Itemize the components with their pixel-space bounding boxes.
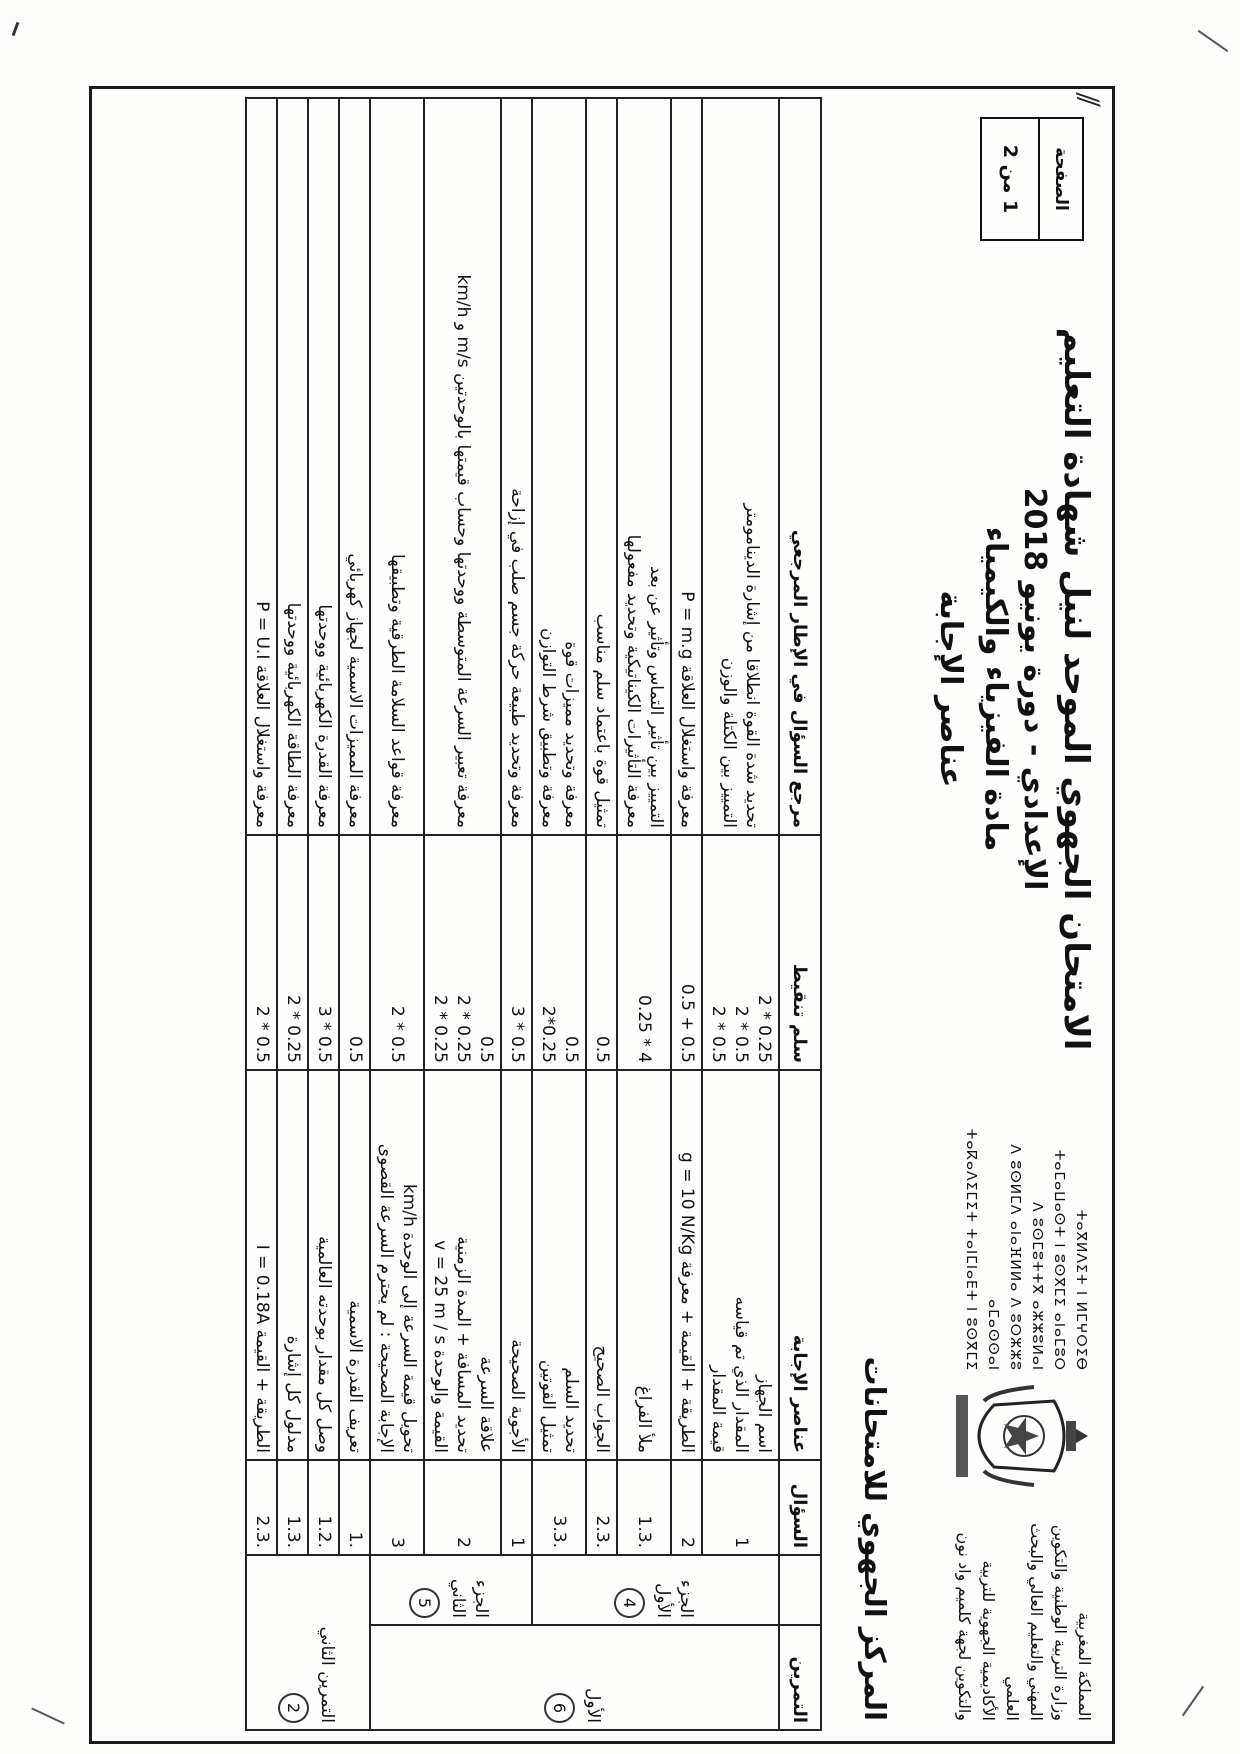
question-number: .3.3 (532, 1460, 586, 1555)
answer-line: تحديد السلم (561, 1367, 581, 1453)
tifinagh-line: ⵜⴰⴳⵍⴷⵉⵜ ⵏ ⵍⵎⵖⵔⵉⴱ (1073, 1209, 1089, 1371)
framework-line: معرفة التأثيرات الكيناتيكية وتحديد مفعولها (623, 534, 643, 828)
answer-cell: تعريف القدرة الاسمية (339, 1070, 370, 1460)
question-number: 1 (702, 1460, 779, 1555)
part-grade: 4 (614, 1588, 645, 1618)
answer-line: القيمة والوحدة v = 25 m / s (430, 1240, 450, 1453)
exercise-grade: 2 (278, 1693, 309, 1723)
table-row (586, 98, 617, 1730)
points-line: 2*0.25 (538, 1005, 558, 1063)
framework-cell: معرفة واستغلال العلاقة P = U.I (246, 98, 277, 835)
column-header-points: سلم تنقيط (779, 835, 821, 1070)
page-value: 1 من 2 (999, 144, 1021, 214)
question-number: 1 (501, 1460, 532, 1555)
answer-cell (702, 1070, 779, 1460)
question-number: .1 (339, 1460, 370, 1555)
points-line: 0.5 (561, 1035, 581, 1063)
answer-cell: ملأ الفراغ (617, 1070, 671, 1460)
table-row (532, 98, 586, 1730)
tifinagh-line: ⴷ ⵓⵙⵍⵎⴷ ⴰⵏⴰⴼⵍⵍⴰ ⴷ ⵓⵔⵣⵣⵓ ⴰⵎⴰⵙⵙⴰⵏ (985, 1144, 1023, 1371)
answer-cell: الطريقة + القيمة + معرفة g = 10 N/Kg (671, 1070, 702, 1460)
answer-cell: الأجوبة الصحيحة (501, 1070, 532, 1460)
part-cell-second (370, 1555, 532, 1625)
framework-line: معرفة وتحديد مميزات قوة (561, 641, 581, 828)
answer-cell: الجواب الصحيح (586, 1070, 617, 1460)
points-cell: 0.25 * 4 (617, 835, 671, 1070)
points-cell (702, 835, 779, 1070)
answer-line: المقدار الذي تم قياسه (731, 1296, 751, 1453)
framework-cell: معرفة وتحديد طبيعة حركة جسم صلب في إزاحة (501, 98, 532, 835)
exercise-label: التمرين الثاني (317, 1626, 337, 1723)
framework-cell: معرفة المميزات الاسمية لجهاز كهربائي (339, 98, 370, 835)
ministry-name: وزارة التربية الوطنية والتكوين المهني والتعليم العالي والبحث العلمي (1003, 1523, 1070, 1721)
answer-line: اسم الجهاز (754, 1375, 774, 1453)
question-number: .2.3 (586, 1460, 617, 1555)
framework-cell: معرفة الطاقة الكهربائية ووحدتها (277, 98, 308, 835)
part-label: الجزء الثاني (448, 1578, 492, 1618)
academy-name: الأكاديمية الجهوية للتربية والتكوين لجهة كلميم واد نون (955, 1532, 998, 1721)
part-cell-first (532, 1555, 779, 1625)
question-number: .2.3 (246, 1460, 277, 1555)
question-number: .1.3 (277, 1460, 308, 1555)
points-line: 2 * 0.25 (453, 995, 473, 1063)
column-header-question: السؤال (779, 1460, 821, 1555)
tifinagh-line: ⴷ ⵓⵙⵎⵓⵜⵜⴳ ⴰⵣⵣⵓⵍⴰⵏ (1029, 1202, 1045, 1371)
answer-line: تحويل قيمة السرعة إلى الوحدة km/h (399, 1183, 419, 1453)
tifinagh-line: ⵜⴰⵎⴰⵡⴰⵙⵜ ⵏ ⵓⵙⴳⵎⵉ ⴰⵏⴰⵎⵓⵔ (1051, 1149, 1067, 1371)
points-cell: 0.5 (586, 835, 617, 1070)
exam-centre-title: المركز الجهوي للامتحانات (858, 1356, 892, 1721)
table-row (424, 98, 501, 1730)
points-cell: 3 * 0.5 (501, 835, 532, 1070)
framework-cell: معرفة قواعد السلامة الطرقية وتطبيقها (370, 98, 424, 835)
answer-line: تمثيل القوتين (538, 1359, 558, 1453)
answer-line: الإجابة الصحيحة : لم يحترم السرعة القصوى (376, 1143, 396, 1453)
exercise-cell-second (246, 1555, 370, 1730)
part-label: الجزء الأول (653, 1579, 696, 1618)
framework-cell: معرفة واستغلال العلاقة P = m.g (671, 98, 702, 835)
exam-title (930, 259, 1098, 1119)
table-row (277, 98, 308, 1730)
points-cell: 2 * 0.5 (246, 835, 277, 1070)
table-row (246, 98, 277, 1730)
framework-cell (532, 98, 586, 835)
points-line: 2 * 0.5 (708, 1005, 728, 1063)
title-line-2: الإعدادي - دورة يونيو 2018 (1017, 487, 1052, 891)
answer-line: تحديد المسافة + المدة الزمنية (453, 1236, 473, 1453)
tifinagh-line: ⵜⴰⴽⴰⴷⵉⵎⵉⵜ ⵜⴰⵏⵎⵏⴰⴹⵜ ⵏ ⵓⵙⴳⵎⵉ (963, 1128, 979, 1371)
points-cell: 0.5 (339, 835, 370, 1070)
points-cell: 2 * 0.25 (277, 835, 308, 1070)
document-header (822, 89, 1112, 1741)
answer-cell (532, 1070, 586, 1460)
points-line: 2 * 0.5 (731, 1005, 751, 1063)
points-cell: 0.5 + 0.5 (671, 835, 702, 1070)
framework-cell (702, 98, 779, 835)
kingdom-name: المملكة المغربية (1075, 1612, 1094, 1721)
handwritten-mark: ⁄⁄ (1070, 91, 1105, 108)
points-line: 2 * 0.25 (430, 995, 450, 1063)
exercise-grade: 6 (545, 1693, 576, 1723)
title-line-1: الامتحان الجهوي الموحد لنيل شهادة التعليم (1056, 327, 1096, 1051)
page-number-box (980, 117, 1084, 241)
framework-cell: تمثيل قوة باعتماد سلم مناسب (586, 98, 617, 835)
framework-cell: معرفة تعبير السرعة المتوسطة ووحدتها وحساب قيمتها بالوحدتين m/s و km/h (424, 98, 501, 835)
exercise-cell-first (370, 1625, 779, 1730)
points-line: 0.5 (476, 1035, 496, 1063)
ministry-block (952, 1501, 1096, 1721)
royal-emblem-icon (944, 1381, 1094, 1491)
answer-cell: الطريقة + القيمة I = 0.18A (246, 1070, 277, 1460)
table-row (617, 98, 671, 1730)
table-row (501, 98, 532, 1730)
answer-cell (424, 1070, 501, 1460)
exercise-label: الأول (583, 1688, 604, 1723)
answer-line: قيمة المقدار (708, 1365, 728, 1453)
answer-cell: مدلول كل إشارة (277, 1070, 308, 1460)
table-row (308, 98, 339, 1730)
answer-elements-title: عناصر الإجابة (933, 590, 968, 788)
table-row (339, 98, 370, 1730)
answer-key-sheet (89, 86, 1115, 1744)
answer-line: علاقة السرعة (476, 1356, 496, 1453)
question-number: .1.3 (617, 1460, 671, 1555)
points-cell: 3 * 0.5 (308, 835, 339, 1070)
column-header-exercise: التمرين (779, 1625, 821, 1730)
points-cell: 2 * 0.5 (370, 835, 424, 1070)
subject-title: مادة الفيزياء والكيمياء (978, 526, 1013, 852)
framework-cell: معرفة القدرة الكهربائية ووحدتها (308, 98, 339, 835)
answer-cell: وصل كل مقدار بوحدته العالمية (308, 1070, 339, 1460)
table-row (370, 98, 424, 1730)
table-row (671, 98, 702, 1730)
column-header-framework: مرجع السؤال في الإطار المرجعي (779, 98, 821, 835)
table-row (702, 98, 779, 1730)
points-cell (424, 835, 501, 1070)
framework-line: التمييز بين تأثير التماس وتأثير عن بعد (646, 566, 666, 828)
question-number: 3 (370, 1460, 424, 1555)
question-number: .1.2 (308, 1460, 339, 1555)
points-line: 2 * 0.25 (754, 995, 774, 1063)
page-label: الصفحة (1038, 119, 1082, 239)
points-cell (532, 835, 586, 1070)
framework-line: معرفة وتطبيق شرط التوازن (538, 627, 558, 828)
marking-table (245, 97, 822, 1731)
answer-cell (370, 1070, 424, 1460)
framework-cell (617, 98, 671, 835)
framework-line: تحديد شدة القوة انطلاقا من إشارة الدينامومتر (742, 503, 763, 828)
table-header-row (779, 98, 821, 1730)
column-header-answer: عناصر الإجابة (779, 1070, 821, 1460)
column-header-part (779, 1555, 821, 1625)
part-grade: 5 (410, 1588, 441, 1618)
question-number: 2 (424, 1460, 501, 1555)
framework-line: التمييز بين الكتلة والوزن (719, 657, 740, 828)
question-number: 2 (671, 1460, 702, 1555)
